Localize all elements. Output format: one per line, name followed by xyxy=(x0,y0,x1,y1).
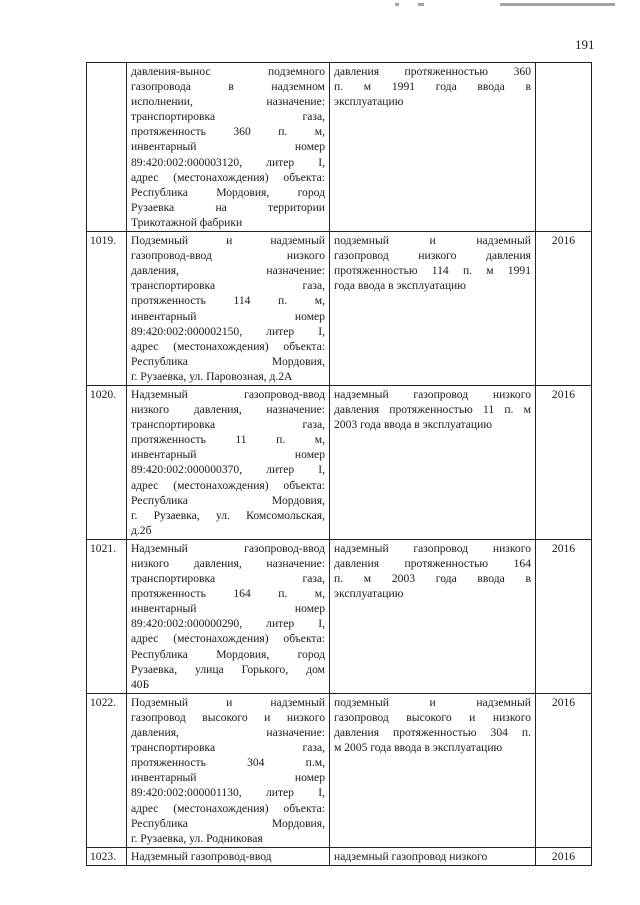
object-description-cell xyxy=(127,232,330,386)
characteristics-line: эксплуатацию xyxy=(334,95,404,109)
characteristics-line: п. м 1991 года ввода в xyxy=(334,80,531,94)
year-cell: 2016 xyxy=(536,232,592,386)
characteristics-line: давления протяженностью 304 п. xyxy=(334,726,531,740)
row-number: 1021. xyxy=(87,539,127,693)
characteristics-line: п. м 2003 года ввода в xyxy=(334,572,531,586)
description-line: давления, назначение: xyxy=(131,726,325,740)
characteristics-line: подземный и надземный xyxy=(334,695,531,709)
description-line: Республика Мордовия, xyxy=(131,493,325,507)
table-row xyxy=(87,847,592,865)
description-line: Подземный и надземный xyxy=(131,695,325,709)
description-line: давления, назначение: xyxy=(131,264,325,278)
description-line: адрес (местонахождения) объекта: xyxy=(131,801,325,815)
description-line: Республика Мордовия, xyxy=(131,354,325,368)
description-line: низкого давления, назначение: xyxy=(131,403,325,417)
description-line: Рузаевка на территории xyxy=(131,200,325,214)
description-line: протяженность 304 п.м, xyxy=(131,756,325,770)
description-line: 89:420:002:000003120, литер I, xyxy=(131,155,325,169)
description-line: инвентарный номер xyxy=(131,771,325,785)
characteristics-line: надземный газопровод низкого xyxy=(334,541,531,555)
description-line: протяженность 11 п. м, xyxy=(131,433,325,447)
table-row xyxy=(87,63,592,232)
description-line: г. Рузаевка, ул. Комсомольская, xyxy=(131,508,325,522)
object-characteristics-cell xyxy=(330,385,536,539)
characteristics-line: 2003 года ввода в эксплуатацию xyxy=(334,418,492,432)
description-line: адрес (местонахождения) объекта: xyxy=(131,339,325,353)
row-number: 1020. xyxy=(87,385,127,539)
description-line: Надземный газопровод-ввод xyxy=(131,387,325,401)
characteristics-line: давления протяженностью 164 xyxy=(334,557,531,570)
object-characteristics-cell xyxy=(330,847,536,865)
description-line: д.2б xyxy=(131,523,152,537)
characteristics-line: года ввода в эксплуатацию xyxy=(334,279,466,293)
year-cell: 2016 xyxy=(536,539,592,693)
description-line: Трикотажной фабрики xyxy=(131,215,243,229)
characteristics-line: давления протяженностью 11 п. м xyxy=(334,403,531,417)
description-line: Надземный газопровод-ввод xyxy=(131,849,272,863)
row-number: 1019. xyxy=(87,232,127,386)
characteristics-line: газопровод низкого давления xyxy=(334,249,531,263)
description-line: Надземный газопровод-ввод xyxy=(131,541,325,555)
description-line: инвентарный номер xyxy=(131,448,325,462)
description-line: газопровод-ввод низкого xyxy=(131,249,325,263)
object-characteristics-cell xyxy=(330,63,536,232)
object-characteristics-cell xyxy=(330,539,536,693)
description-line: адрес (местонахождения) объекта: xyxy=(131,170,325,184)
table-row xyxy=(87,232,592,386)
object-description-cell xyxy=(127,63,330,232)
description-line: Республика Мордовия, город xyxy=(131,185,325,199)
characteristics-line: давления протяженностью 360 xyxy=(334,65,531,78)
description-line: 89:420:002:000000370, литер I, xyxy=(131,463,325,477)
description-line: транспортировка газа, xyxy=(131,572,325,586)
description-line: адрес (местонахождения) объекта: xyxy=(131,478,325,492)
characteristics-line: надземный газопровод низкого xyxy=(334,387,531,401)
description-line: Республика Мордовия, город xyxy=(131,647,325,661)
table-row xyxy=(87,539,592,693)
row-number xyxy=(87,63,127,232)
description-line: Подземный и надземный xyxy=(131,234,325,248)
table-row xyxy=(87,693,592,847)
year-cell: 2016 xyxy=(536,847,592,865)
description-line: транспортировка газа, xyxy=(131,418,325,432)
description-line: 40Б xyxy=(131,677,150,691)
characteristics-line: надземный газопровод низкого xyxy=(334,849,488,863)
property-register-table xyxy=(86,62,592,866)
description-line: инвентарный номер xyxy=(131,602,325,616)
year-cell: 2016 xyxy=(536,693,592,847)
object-characteristics-cell xyxy=(330,232,536,386)
description-line: г. Рузаевка, ул. Родниковая xyxy=(131,831,263,845)
object-description-cell xyxy=(127,847,330,865)
object-description-cell xyxy=(127,693,330,847)
description-line: инвентарный номер xyxy=(131,309,325,323)
table-row xyxy=(87,385,592,539)
description-line: адрес (местонахождения) объекта: xyxy=(131,632,325,646)
description-line: 89:420:002:000002150, литер I, xyxy=(131,324,325,338)
characteristics-line: газопровод высокого и низкого xyxy=(334,710,531,724)
description-line: 89:420:002:000000290, литер I, xyxy=(131,617,325,631)
description-line: газопровода в надземном xyxy=(131,80,325,94)
description-line: транспортировка газа, xyxy=(131,741,325,755)
description-line: инвентарный номер xyxy=(131,140,325,154)
description-line: исполнении, назначение: xyxy=(131,95,325,109)
characteristics-line: подземный и надземный xyxy=(334,234,531,248)
year-cell: 2016 xyxy=(536,385,592,539)
description-line: протяженность 164 п. м, xyxy=(131,587,325,601)
description-line: Республика Мордовия, xyxy=(131,816,325,830)
description-line: низкого давления, назначение: xyxy=(131,557,325,570)
scan-mark xyxy=(418,3,424,6)
description-line: Рузаевка, улица Горького, дом xyxy=(131,662,325,676)
description-line: давления-вынос подземного xyxy=(131,65,325,78)
description-line: газопровод высокого и низкого xyxy=(131,710,325,724)
description-line: г. Рузаевка, ул. Паровозная, д.2А xyxy=(131,369,293,383)
scan-mark xyxy=(500,3,615,6)
object-characteristics-cell xyxy=(330,693,536,847)
characteristics-line: эксплуатацию xyxy=(334,587,404,601)
description-line: 89:420:002:000001130, литер I, xyxy=(131,786,325,800)
object-description-cell xyxy=(127,539,330,693)
description-line: протяженность 360 п. м, xyxy=(131,125,325,139)
description-line: транспортировка газа, xyxy=(131,279,325,293)
object-description-cell xyxy=(127,385,330,539)
characteristics-line: м 2005 года ввода в эксплуатацию xyxy=(334,741,503,755)
characteristics-line: протяженностью 114 п. м 1991 xyxy=(334,264,531,278)
row-number: 1023. xyxy=(87,847,127,865)
description-line: транспортировка газа, xyxy=(131,110,325,124)
row-number: 1022. xyxy=(87,693,127,847)
page-number: 191 xyxy=(575,37,595,52)
description-line: протяженность 114 п. м, xyxy=(131,294,325,308)
year-cell xyxy=(536,63,592,232)
scan-mark xyxy=(395,3,399,6)
